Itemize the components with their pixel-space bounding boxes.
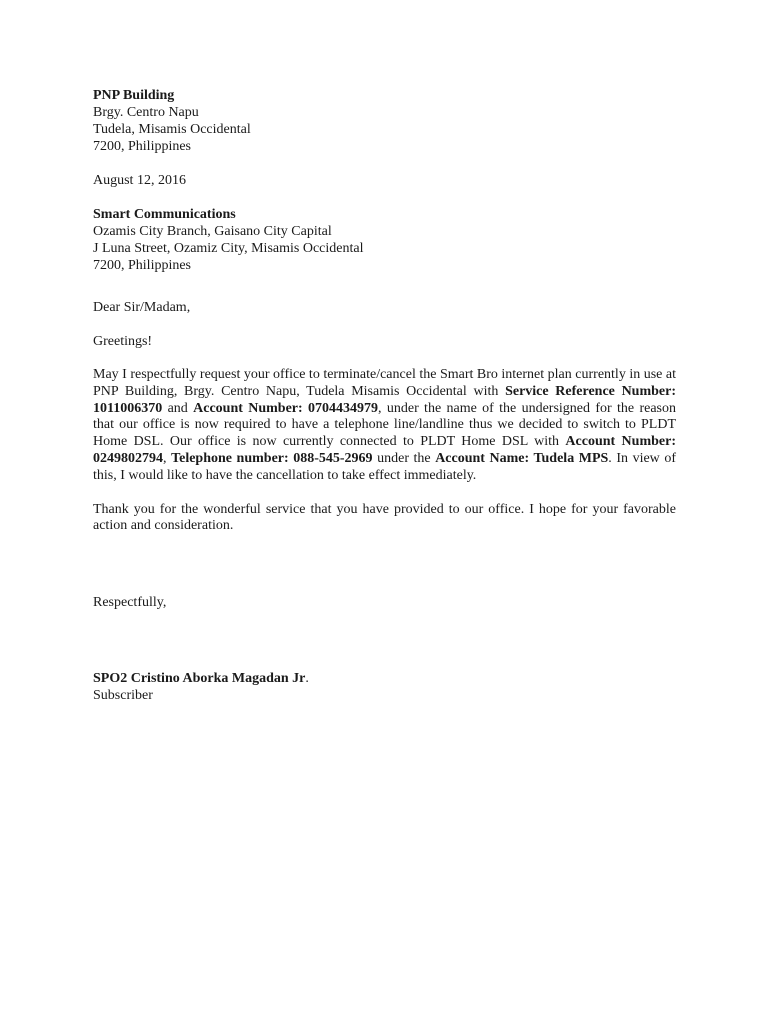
body1-text-2: and	[162, 400, 194, 416]
letter-date: August 12, 2016	[93, 173, 186, 188]
sender-address-line-2: Tudela, Misamis Occidental	[93, 122, 251, 137]
body1-text-3: , under the name of the undersigned for the reason that our office is now required to have a telephone line/landline thus we decided to switch to PLDT Home DSL. Our office is now currently connected to PLDT Home DSL with	[93, 400, 676, 450]
signatory-name: SPO2 Cristino Aborka Magadan Jr	[93, 671, 306, 687]
signatory-name-suffix: .	[305, 671, 309, 687]
salutation: Dear Sir/Madam,	[93, 300, 191, 315]
closing: Respectfully,	[93, 595, 167, 611]
greeting: Greetings!	[93, 334, 153, 349]
body-paragraph-1	[93, 367, 676, 485]
body1-text-1: May I respectfully request your office to terminate/cancel the Smart Bro internet plan currently in use at PNP Building, Brgy. Centro Napu, Tudela Misamis Occidental with	[93, 367, 676, 399]
telephone-number: Telephone number: 088-545-2969	[171, 450, 373, 466]
letter	[93, 87, 676, 704]
account-name: Account Name: Tudela MPS	[435, 450, 609, 466]
signatory-line	[93, 670, 676, 687]
body1-text-6: . In view of this, I would like to have the cancellation to take effect immediately.	[93, 450, 676, 483]
recipient-address-line-3: 7200, Philippines	[93, 258, 192, 273]
signatory-title: Subscriber	[93, 688, 153, 704]
recipient-address-line-2: J Luna Street, Ozamiz City, Misamis Occidental	[93, 241, 364, 256]
body1-text-4: ,	[163, 450, 172, 466]
recipient-address-line-1: Ozamis City Branch, Gaisano City Capital	[93, 224, 332, 239]
sender-address-line-3: 7200, Philippines	[93, 139, 192, 154]
pldt-account-number: Account Number: 0249802794	[93, 434, 676, 466]
body-paragraph-2: Thank you for the wonderful service that you have provided to our office. I hope for your favorable action and consideration.	[93, 501, 676, 534]
account-number: Account Number: 0704434979	[193, 400, 379, 416]
recipient-name: Smart Communications	[93, 207, 236, 222]
body1-text-5: under the	[372, 450, 436, 466]
sender-address-line-1: Brgy. Centro Napu	[93, 105, 199, 120]
service-reference-number: Service Reference Number: 1011006370	[93, 383, 677, 416]
sender-name: PNP Building	[93, 88, 175, 103]
